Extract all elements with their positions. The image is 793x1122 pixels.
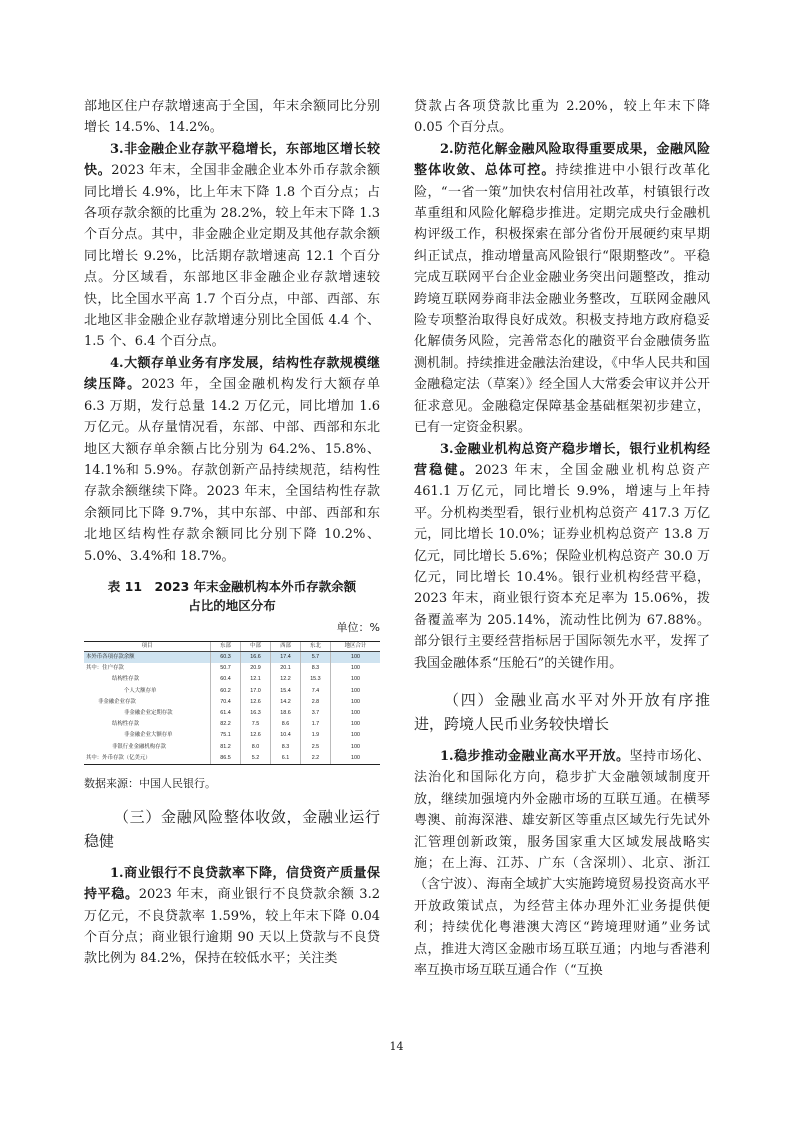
- paragraph-body: 坚持市场化、法治化和国际化方向，稳步扩大金融领域制度开放，继续加强境内外金融市场的互联互通。在横琴粤澳、前海深港、雄安新区等重点区域先行先试外汇管理创新政策，服务国家重大区域发展战略实施；在上海、江苏、广东（含深圳）、北京、浙江（含宁波）、海南全域扩大实施跨境贸易投资高水平开放政策试点，为经营主体办理外汇业务提供便利；持续优化粤港澳大湾区“跨境理财通”业务试点，推进大湾区金融市场互联互通；内地与香港利率互换市场互联互通合作（“互换: [414, 748, 710, 979]
- paragraph: [84, 353, 380, 567]
- row-label: 本外币各项存款余额: [84, 651, 211, 663]
- section-heading: （四）金融业高水平对外开放有序推进，跨境人民币业务较快增长: [414, 690, 710, 733]
- table-cell: 12.6: [240, 730, 270, 741]
- table-cell: 100: [330, 674, 380, 685]
- section-heading: （三）金融风险整体收敛，金融业运行稳健: [84, 807, 380, 850]
- table-cell: 5.7: [300, 651, 330, 663]
- table-header-cell: 地区合计: [330, 641, 380, 651]
- paragraph-body: 2023 年末，全国非金融企业本外币存款余额同比增长 4.9%，比上年末下降 1.8 个百分点；占各项存款余额的比重为 28.2%，较上年末下降 1.3 个百分点。其中，非金融企业定期及其他存款余额同比增长 9.2%，比活期存款增速高 12.1 个百分点。分区域看，东部地区非金融企业存款增速较快，比全国水平高 1.7 个百分点，中部、西部、东北地区非金融企业存款增速分别比全国低 4.4 个、1.5 个、6.4 个百分点。: [84, 163, 380, 350]
- table-row: [84, 663, 380, 674]
- table-title-line: 表 11 2023 年末金融机构本外币存款余额: [107, 578, 357, 594]
- table-cell: 17.0: [240, 686, 270, 697]
- table-cell: 70.4: [211, 697, 241, 708]
- table-cell: 8.3: [300, 663, 330, 674]
- table-row: [84, 674, 380, 685]
- table-cell: 82.2: [211, 719, 241, 730]
- table-cell: 17.4: [270, 651, 300, 663]
- deposit-table-block: [84, 577, 380, 791]
- table-cell: 12.1: [240, 674, 270, 685]
- row-label: 非银行业金融机构存款: [112, 743, 166, 750]
- deposit-distribution-table: [84, 641, 380, 765]
- table-cell: 86.5: [211, 753, 241, 765]
- table-cell: 15.4: [270, 686, 300, 697]
- paragraph-body: 2023 年末，商业银行不良贷款余额 3.2 万亿元，不良贷款率 1.59%，较上年末下降 0.04 个百分点；商业银行逾期 90 天以上贷款与不良贷款比例为 84.2%，保持在较低水平；关注类: [84, 887, 380, 967]
- row-label: 其中：住户存款: [86, 665, 124, 672]
- table-cell: 5.2: [240, 753, 270, 765]
- table-cell: 3.7: [300, 708, 330, 719]
- table-cell: 12.6: [240, 697, 270, 708]
- paragraph-lead: 3.金融业机构总资产稳步增长，银行业机构经营稳健。: [414, 441, 710, 478]
- table-cell: 60.3: [211, 651, 241, 663]
- paragraph-lead: 2.防范化解金融风险取得重要成果，金融风险整体收敛、总体可控。: [414, 141, 710, 179]
- table-cell: 12.2: [270, 674, 300, 685]
- table-cell: 15.3: [300, 674, 330, 685]
- table-cell: 18.6: [270, 708, 300, 719]
- table-cell: 50.7: [211, 663, 241, 674]
- table-cell: 2.2: [300, 753, 330, 765]
- table-header-cell: 中部: [240, 641, 270, 651]
- table-cell: 100: [330, 663, 380, 674]
- table-cell: 61.4: [211, 708, 241, 719]
- page-number: 14: [389, 1040, 404, 1053]
- table-header-cell: 东北: [300, 641, 330, 651]
- paragraph-lead: 3.非金融企业存款平稳增长，东部地区增长较快。: [84, 141, 380, 179]
- table-cell: 81.2: [211, 741, 241, 752]
- paragraph-body: 持续推进中小银行改革化险，“一省一策”加快农村信用社改革，村镇银行改革重组和风险化解稳步推进。定期完成央行金融机构评级工作，积极探索在部分省份开展硬约束早期纠正试点，推动增量高风险银行“限期整改”。平稳完成互联网平台企业金融业务突出问题整改，推动跨境互联网券商非法金融业务整改，互联网金融风险专项整治取得良好成效。积极支持地方政府稳妥化解债务风险，完善常态化的融资平台金融债务监测机制。持续推进金融法治建设，《中华人民共和国金融稳定法（草案）》经全国人大常委会审议并公开征求意见。金融稳定保障基金基础框架初步建立，已有一定资金积累。: [414, 163, 710, 436]
- paragraph: 贷款占各项贷款比重为 2.20%，较上年末下降 0.05 个百分点。: [414, 99, 710, 136]
- table-cell: 100: [330, 686, 380, 697]
- table-cell: 14.2: [270, 697, 300, 708]
- table-row: [84, 719, 380, 730]
- paragraph: [414, 439, 710, 674]
- row-label: 结构性存款: [112, 676, 139, 683]
- table-cell: 8.0: [240, 741, 270, 752]
- row-label: 其中：外币存款（亿美元）: [84, 753, 211, 765]
- table-cell: 100: [330, 708, 380, 719]
- table-row: [84, 753, 380, 765]
- table-cell: 20.9: [240, 663, 270, 674]
- table-unit: 单位：%: [336, 620, 380, 634]
- table-cell: 100: [330, 697, 380, 708]
- table-cell: 1.7: [300, 719, 330, 730]
- table-cell: 6.1: [270, 753, 300, 765]
- paragraph-lead: 4.大额存单业务有序发展，结构性存款规模继续压降。: [84, 355, 380, 393]
- table-cell: 60.4: [211, 674, 241, 685]
- left-column: [84, 96, 380, 970]
- table-row: [84, 741, 380, 752]
- table-cell: 7.5: [240, 719, 270, 730]
- table-cell: 7.4: [300, 686, 330, 697]
- table-cell: 100: [330, 719, 380, 730]
- table-cell: 2.5: [300, 741, 330, 752]
- table-title: [84, 577, 380, 615]
- table-header-cell: 东部: [211, 641, 241, 651]
- table-cell: 75.1: [211, 730, 241, 741]
- table-cell: 1.9: [300, 730, 330, 741]
- table-row: [84, 708, 380, 719]
- table-cell: 16.3: [240, 708, 270, 719]
- table-cell: 2.8: [300, 697, 330, 708]
- paragraph: 部地区住户存款增速高于全国，年末余额同比分别增长 14.5%、14.2%。: [84, 99, 380, 136]
- paragraph-lead: 1.商业银行不良贷款率下降，信贷资产质量保持平稳。: [84, 865, 380, 903]
- table-title-line: 占比的地区分布: [188, 597, 276, 613]
- row-label: 非金融企业定期存款: [124, 710, 173, 717]
- table-source: 数据来源：中国人民银行。: [84, 776, 216, 790]
- paragraph: [84, 139, 380, 353]
- row-label: 非金融企业大额存单: [124, 732, 173, 739]
- table-cell: 8.3: [270, 741, 300, 752]
- row-label: 非金融企业存款: [98, 698, 136, 705]
- table-row: [84, 686, 380, 697]
- table-cell: 100: [330, 651, 380, 663]
- table-cell: 100: [330, 753, 380, 765]
- table-cell: 100: [330, 730, 380, 741]
- table-cell: 100: [330, 741, 380, 752]
- paragraph: [84, 863, 380, 970]
- table-header-cell: 西部: [270, 641, 300, 651]
- table-cell: 20.1: [270, 663, 300, 674]
- row-label: 个人大额存单: [124, 687, 157, 694]
- paragraph: [414, 139, 710, 439]
- paragraph: [414, 746, 710, 981]
- row-label: 结构性存款: [112, 721, 139, 728]
- table-header-cell: 项目: [84, 641, 211, 651]
- table-row: [84, 730, 380, 741]
- table-header-row: [84, 641, 380, 651]
- paragraph-body: 2023 年，全国金融机构发行大额存单 6.3 万期，发行总量 14.2 万亿元，同比增加 1.6 万亿元。从存量情况看，东部、中部、西部和东北地区大额存单余额占比分别为 64.2%、15.8%、14.1%和 5.9%。存款创新产品持续规范，结构性存款余额继续下降。2023 年末，全国结构性存款余额同比下降 9.7%，其中东部、中部、西部和东北地区结构性存款余额同比分别下降 10.2%、5.0%、3.4%和 18.7%。: [84, 377, 380, 564]
- table-cell: 60.2: [211, 686, 241, 697]
- table-cell: 16.6: [240, 651, 270, 663]
- table-cell: 8.6: [270, 719, 300, 730]
- paragraph-body: 2023 年末，全国金融业机构总资产 461.1 万亿元，同比增长 9.9%，增速与上年持平。分机构类型看，银行业机构总资产 417.3 万亿元，同比增长 10.0%；证券业机构总资产 13.8 万亿元，同比增长 5.6%；保险业机构总资产 30.0 万亿元，同比增长 10.4%。银行业机构经营平稳，2023 年末，商业银行资本充足率为 15.06%，拨备覆盖率为 205.14%，流动性比例为 67.88%。部分银行主要经营指标居于国际领先水平，发挥了我国金融体系“压舱石”的关键作用。: [414, 462, 710, 671]
- paragraph-lead: 1.稳步推动金融业高水平开放。: [440, 748, 630, 764]
- table-cell: 10.4: [270, 730, 300, 741]
- table-row: [84, 697, 380, 708]
- table-row: [84, 651, 380, 663]
- right-column: [414, 96, 710, 981]
